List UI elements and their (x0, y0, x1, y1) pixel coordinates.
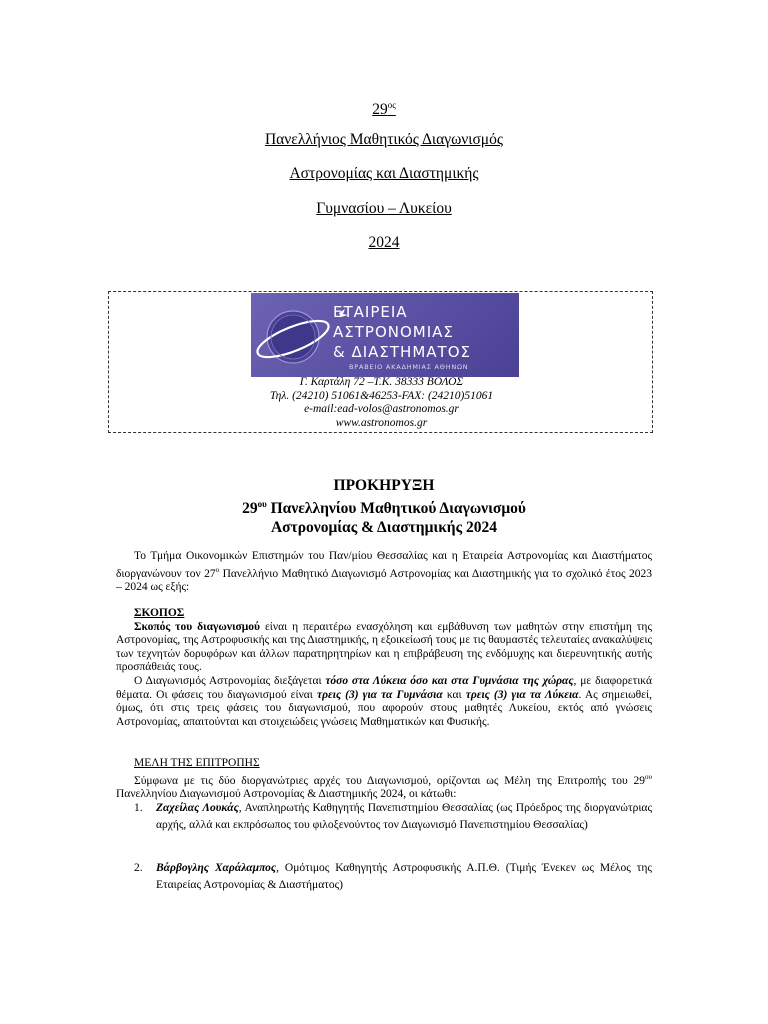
title-competition: Πανελλήνιος Μαθητικός Διαγωνισμός (264, 130, 504, 148)
society-logo (251, 293, 519, 377)
logo-name-line1: ΕΤΑΙΡΕΙΑ (333, 303, 408, 321)
phases-paragraph: Ο Διαγωνισμός Αστρονομίας διεξάγεται τόσο στα Λύκεια όσο και στα Γυμνάσια της χώρας, με διαφορετικά θέματα. Οι φάσεις του διαγωνισμού είναι τρεις (3) για τα Γυμνάσια και τρεις (3) για τα Λύκεια. Ας σημειωθεί, όμως, ότι στις τρεις φάσεις του διαγωνισμού, που αφορούν στους μαθητές Λυκείου, εκτός από γνώσεις Αστρονομίας, απαιτούνται και στοιχειώδεις γνώσεις Μαθηματικών και Φυσικής. (116, 674, 653, 728)
contact-phone: Τηλ. (24210) 51061&46253-FAX: (24210)51061 (269, 389, 494, 402)
logo-name-line2: ΑΣΤΡΟΝΟΜΙΑΣ (333, 323, 454, 341)
purpose-section (116, 607, 652, 729)
list-item (116, 860, 652, 893)
title-subject: Αστρονομίας και Διαστημικής (289, 165, 479, 182)
title-edition: $29^{o\varsigma}$ (372, 100, 396, 119)
committee-section (116, 757, 652, 802)
logo-subtitle: ΒΡΑΒΕΙΟ ΑΚΑΔΗΜΙΑΣ ΑΘΗΝΩΝ (349, 363, 469, 371)
list-item-number: 2. (134, 862, 143, 874)
society-letterhead (108, 291, 653, 433)
purpose-title: ΣΚΟΠΟΣ (134, 607, 185, 619)
list-item-number: 1. (134, 802, 143, 814)
list-item-text: Ζαχείλας Λουκάς, Αναπληρωτής Καθηγητής Πανεπιστημίου Θεσσαλίας (ως Πρόεδρος της διοργανώτριας αρχής, αλλά και εκπρόσωπος του φιλοξενούντος τον Διαγωνισμό Πανεπιστημίου Θεσσαλίας) (156, 802, 652, 831)
heading-subject: Αστρονομίας & Διαστημικής 2024 (270, 519, 498, 537)
title-year: 2024 (368, 234, 400, 251)
contact-website: www.astronomos.gr (335, 416, 428, 429)
document-title-block (0, 88, 768, 261)
contact-address: Γ. Καρτάλη 72 –Τ.Κ. 38333 ΒΟΛΟΣ (299, 376, 464, 388)
committee-intro: Σύμφωνα με τις δύο διοργανώτριες αρχές του Διαγωνισμού, ορίζονται ως Μέλη της Επιτροπής του $29^{o\upsilon}$ Πανελληνίου Διαγωνισμού Αστρονομίας & Διαστημικής 2024, οι κάτωθι: (116, 772, 652, 801)
purpose-paragraph: Σκοπός του διαγωνισμού είναι η περαιτέρω ενασχόληση και εμβάθυνση των μαθητών στην επιστήμη της Αστρονομίας, της Αστροφυσικής και της Διαστημικής, η εξοικείωσή τους με τις θαυμαστές τελευταίες ανακαλύψεις των τεχνητών δορυφόρων και άλλων παρατηρητηρίων και η επιβράβευση της ενδόμυχης και διερευνητικής αυτής προσπάθειάς τους. (116, 620, 652, 674)
heading-title: ΠΡΟΚΗΡΥΞΗ (333, 477, 435, 494)
contact-email: e-mail:ead-volos@astronomos.gr (304, 403, 459, 415)
title-level: Γυμνασίου – Λυκείου (316, 199, 452, 217)
committee-title: ΜΕΛΗ ΤΗΣ ΕΠΙΤΡΟΠΗΣ (134, 757, 260, 769)
heading-competition: $29^{o\upsilon}$ Πανελληνίου Μαθητικού Διαγωνισμού (242, 499, 526, 518)
logo-name-line3: & ΔΙΑΣΤΗΜΑΤΟΣ (333, 343, 471, 361)
list-item-text: Βάρβογλης Χαράλαμπος, Ομότιμος Καθηγητής Αστροφυσικής Α.Π.Θ. (Τιμής Ένεκεν ως Μέλος της Εταιρείας Αστρονομίας & Διαστήματος) (156, 862, 652, 891)
contact-details (109, 376, 654, 430)
list-item (116, 800, 652, 833)
intro-paragraph: Το Τμήμα Οικονομικών Επιστημών του Παν/μίου Θεσσαλίας και η Εταιρεία Αστρονομίας και Διαστήματος διοργανώνουν τον $27^o$ Πανελλήνιο Μαθητικό Διαγωνισμό Αστρονομίας και Διαστημικής για το σχολικό έτος 2023 – 2024 ως εξής: (116, 550, 652, 594)
announcement-heading (0, 476, 768, 537)
